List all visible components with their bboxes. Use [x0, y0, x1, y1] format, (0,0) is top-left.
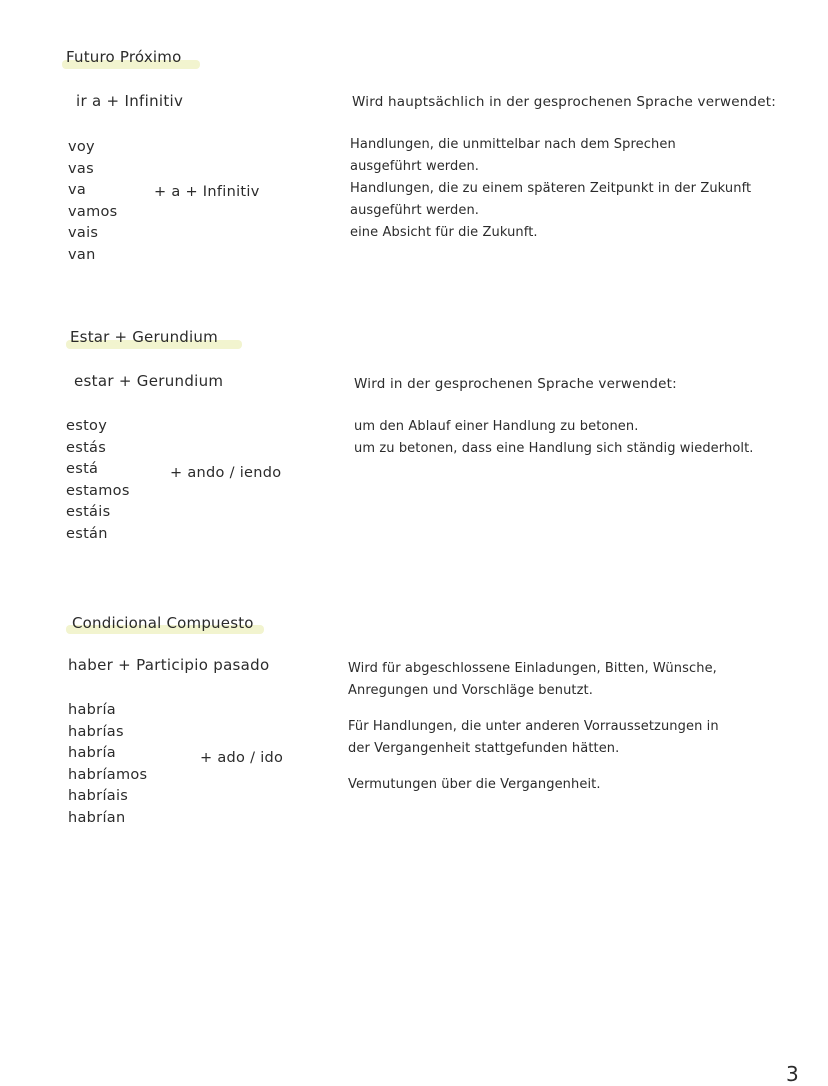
- ending-condicional-compuesto: + ado / ido: [200, 750, 284, 766]
- section-title-futuro-proximo: Futuro Próximo: [66, 48, 182, 66]
- page-number: 3: [786, 1062, 799, 1086]
- conjugation-form: están: [66, 525, 108, 542]
- section-title-estar-gerundium: Estar + Gerundium: [70, 328, 218, 346]
- conjugation-list-ir: [68, 137, 118, 266]
- conjugation-form: estoy: [66, 418, 108, 434]
- conjugation-form: habríamos: [68, 766, 148, 783]
- conjugation-form: vas: [68, 160, 94, 177]
- usage-notes-condicional-compuesto: [348, 658, 719, 796]
- usage-note: Handlungen, die zu einem späteren Zeitpunkt in der Zukunft: [350, 181, 752, 196]
- conjugation-form: voy: [68, 139, 95, 155]
- formula-estar-gerundium: estar + Gerundium: [74, 372, 224, 390]
- section-title-condicional-compuesto: Condicional Compuesto: [72, 614, 254, 632]
- usage-note: um zu betonen, dass eine Handlung sich ständig wiederholt.: [354, 441, 754, 456]
- usage-note: Anregungen und Vorschläge benutzt.: [348, 683, 593, 698]
- conjugation-form: vais: [68, 225, 99, 241]
- usage-notes-estar-gerundium: [354, 416, 754, 460]
- conjugation-form: vamos: [68, 203, 118, 220]
- usage-heading-estar-gerundium: Wird in der gesprochenen Sprache verwendet:: [354, 376, 677, 392]
- usage-note: ausgeführt werden.: [350, 203, 480, 218]
- conjugation-form: van: [68, 246, 96, 263]
- usage-note: der Vergangenheit stattgefunden hätten.: [348, 741, 620, 756]
- conjugation-list-estar: [66, 416, 130, 545]
- ending-estar-gerundium: + ando / iendo: [170, 465, 282, 481]
- conjugation-form: estamos: [66, 482, 130, 499]
- usage-note: Vermutungen über die Vergangenheit.: [348, 777, 601, 792]
- usage-note: Handlungen, die unmittelbar nach dem Sprechen: [350, 137, 676, 152]
- usage-note: um den Ablauf einer Handlung zu betonen.: [354, 419, 639, 434]
- conjugation-form: habría: [68, 745, 116, 761]
- conjugation-form: habrías: [68, 723, 124, 740]
- usage-note: eine Absicht für die Zukunft.: [350, 225, 538, 240]
- conjugation-form: habría: [68, 702, 116, 718]
- usage-note: Für Handlungen, die unter anderen Vorraussetzungen in: [348, 719, 719, 734]
- conjugation-form: habrían: [68, 809, 126, 826]
- conjugation-form: estáis: [66, 504, 111, 520]
- conjugation-form: va: [68, 182, 87, 198]
- conjugation-list-haber: [68, 700, 147, 829]
- usage-note: Wird für abgeschlossene Einladungen, Bitten, Wünsche,: [348, 661, 717, 676]
- ending-futuro-proximo: + a + Infinitiv: [154, 184, 260, 200]
- conjugation-form: está: [66, 461, 99, 477]
- usage-note: ausgeführt werden.: [350, 159, 480, 174]
- usage-heading-futuro-proximo: Wird hauptsächlich in der gesprochenen Sprache verwendet:: [352, 94, 776, 110]
- formula-condicional-compuesto: haber + Participio pasado: [68, 656, 270, 674]
- conjugation-form: estás: [66, 439, 107, 456]
- formula-futuro-proximo: ir a + Infinitiv: [76, 92, 184, 110]
- usage-notes-futuro-proximo: [350, 134, 751, 244]
- conjugation-form: habríais: [68, 788, 129, 804]
